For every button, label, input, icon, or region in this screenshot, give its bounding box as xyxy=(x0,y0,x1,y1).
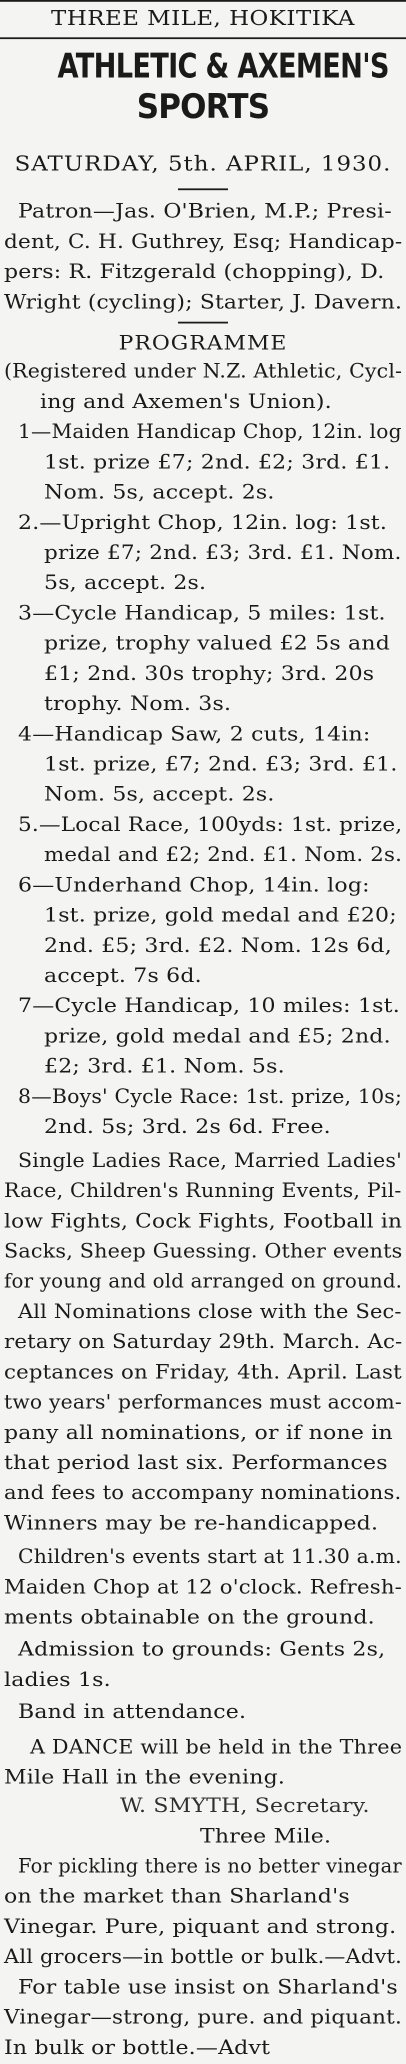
event-line: Nom. 5s, accept. 2s. xyxy=(44,783,275,807)
divider xyxy=(0,37,406,39)
text-line: ceptances on Friday, 4th. April. Last xyxy=(4,1361,402,1384)
short-divider xyxy=(178,188,228,190)
advert-line: Vinegar—strong, pure. and piquant. xyxy=(4,2006,402,2029)
event-line: 1st. prize, £7; 2nd. £3; 3rd. £1. xyxy=(44,753,398,776)
text-line: ments obtainable on the ground. xyxy=(4,1606,375,1629)
advert-line: In bulk or bottle.—Advt xyxy=(4,2036,271,2060)
text-line: pany all nominations, or if none in xyxy=(4,1421,393,1445)
text-line: Race, Children's Running Events, Pil- xyxy=(4,1180,402,1203)
text-line: that period last six. Performances xyxy=(4,1452,388,1475)
text-line: pers: R. Fitzgerald (chopping), D. xyxy=(4,261,385,284)
event-line: £2; 3rd. £1. Nom. 5s. xyxy=(44,1055,285,1078)
event-line: trophy. Nom. 3s. xyxy=(44,693,232,716)
event-line: 8—Boys' Cycle Race: 1st. prize, 10s; xyxy=(18,1085,403,1109)
short-divider xyxy=(178,322,228,324)
text-line: two years' performances must accom- xyxy=(4,1391,402,1414)
registration-line: ing and Axemen's Union). xyxy=(40,391,332,414)
signature-place: Three Mile. xyxy=(200,1825,332,1848)
text-line: Maiden Chop at 12 o'clock. Refresh- xyxy=(4,1576,403,1599)
text-line: dent, C. H. Guthrey, Esq; Handicap- xyxy=(4,231,403,254)
advert-line: All grocers—in bottle or bulk.—Advt. xyxy=(4,1946,402,1969)
event-line: 7—Cycle Handicap, 10 miles: 1st. xyxy=(18,995,400,1018)
text-line: Children's events start at 11.30 a.m. xyxy=(18,1546,402,1569)
text-line: and fees to accompany nominations. xyxy=(4,1482,402,1505)
event-line: 2.—Upright Chop, 12in. log: 1st. xyxy=(18,511,388,535)
top-border xyxy=(0,0,406,2)
text-line: Mile Hall in the evening. xyxy=(4,1766,286,1789)
signature-name: W. SMYTH, Secretary. xyxy=(120,1795,370,1818)
text-line: All Nominations close with the Sec- xyxy=(18,1301,402,1324)
text-line: A DANCE will be held in the Three xyxy=(30,1736,403,1759)
event-line: 1st. prize £7; 2nd. £2; 3rd. £1. xyxy=(44,451,391,474)
event-line: Nom. 5s, accept. 2s. xyxy=(44,481,275,504)
text-line: ladies 1s. xyxy=(4,1668,111,1692)
event-line: 5s, accept. 2s. xyxy=(44,572,207,595)
programme-heading: PROGRAMME xyxy=(118,332,288,355)
text-line: retary on Saturday 29th. March. Ac- xyxy=(4,1331,403,1354)
location-line: THREE MILE, HOKITIKA xyxy=(51,7,355,31)
event-line: medal and £2; 2nd. £1. Nom. 2s. xyxy=(44,844,403,867)
text-line: Sacks, Sheep Guessing. Other events xyxy=(4,1240,403,1263)
event-line: 4—Handicap Saw, 2 cuts, 14in: xyxy=(18,723,371,746)
event-line: 1—Maiden Handicap Chop, 12in. log xyxy=(18,421,402,444)
event-line: 6—Underhand Chop, 14in. log: xyxy=(18,874,370,897)
headline: ATHLETIC & AXEMEN'S xyxy=(57,46,389,86)
event-line: 2nd. 5s; 3rd. 2s 6d. Free. xyxy=(44,1116,331,1139)
event-line: 1st. prize, gold medal and £20; xyxy=(44,904,397,927)
advert-line: For pickling there is no better vinegar xyxy=(18,1855,402,1878)
headline-sports: SPORTS xyxy=(136,87,270,127)
event-line: 5.—Local Race, 100yds: 1st. prize, xyxy=(18,814,403,837)
text-line: for young and old arranged on ground. xyxy=(4,1270,403,1294)
event-line: 2nd. £5; 3rd. £2. Nom. 12s 6d, xyxy=(44,934,392,958)
text-line: Wright (cycling); Starter, J. Davern. xyxy=(4,291,403,314)
event-line: prize £7; 2nd. £3; 3rd. £1. Nom. xyxy=(44,542,402,565)
event-date: SATURDAY, 5th. APRIL, 1930. xyxy=(14,152,392,176)
text-line: Patron—Jas. O'Brien, M.P.; Presi- xyxy=(18,200,392,224)
event-line: £1; 2nd. 30s trophy; 3rd. 20s xyxy=(44,662,375,686)
text-line: low Fights, Cock Fights, Football in xyxy=(4,1210,403,1233)
registration-line: (Registered under N.Z. Athletic, Cycl- xyxy=(4,360,403,384)
event-line: accept. 7s 6d. xyxy=(44,965,202,988)
text-line: Winners may be re-handicapped. xyxy=(4,1512,379,1535)
text-line: Single Ladies Race, Married Ladies' xyxy=(18,1149,402,1173)
advert-line: Vinegar. Pure, piquant and strong. xyxy=(4,1916,397,1939)
advert-line: For table use insist on Sharland's xyxy=(18,1976,398,1999)
advert-line: on the market than Sharland's xyxy=(4,1885,350,1909)
event-line: prize, gold medal and £5; 2nd. xyxy=(44,1025,391,1048)
event-line: 3—Cycle Handicap, 5 miles: 1st. xyxy=(18,602,386,625)
band-line: Band in attendance. xyxy=(18,1700,247,1724)
text-line: Admission to grounds: Gents 2s, xyxy=(18,1638,386,1661)
event-line: prize, trophy valued £2 5s and xyxy=(44,632,390,655)
